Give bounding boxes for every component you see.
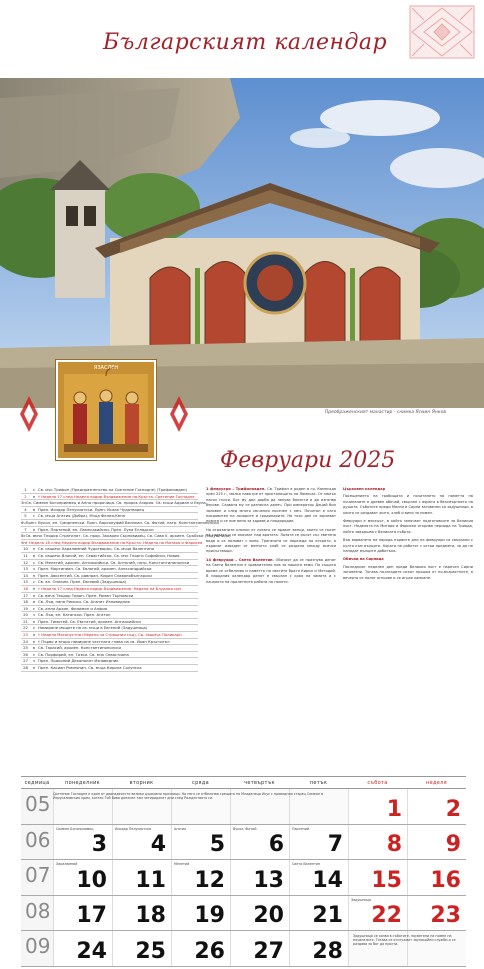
day-number: 17 [76, 903, 107, 928]
section-heading: Църковен календар [343, 487, 386, 491]
saint-text: † Неделя 17 след Неделя подир Въздвижение на Кръста. Сретение Господне [38, 493, 195, 499]
saint-day: 15 [23, 579, 28, 585]
paragraph: Последният неделен ден преди Великия пост е наречен Сирни заговезни. Тогава по-младите искат прошка от по-възрастните, а вечерта се палят огньове и се играе хамкане. [343, 564, 473, 580]
day-note: Исидор Пелусиотски [115, 826, 152, 831]
month-title: Февруари 2025 [220, 448, 396, 473]
saint-weekday: ч [32, 658, 36, 664]
saint-text: Св. свщмчк Харалампий Чудотворец. Св. мчца Валентина [38, 546, 155, 552]
paragraph: На отрязаните клонки от лозата се правят венци, които се носят на главата и се окачват над вратата. Лозята се ръсят със светена вода и се поливат с вино. Трапезата се нарежда на открито, а първият изваден от менчето хляб се разделя между всички присъстващи. [206, 527, 336, 554]
calendar-week [21, 931, 466, 967]
saint-row [21, 658, 198, 665]
saint-text: Преп. Касиан Римлянин. Св. мчца Кирила Солунска [38, 665, 142, 671]
saint-row [21, 632, 198, 639]
saint-day: 1 [24, 487, 27, 492]
saint-row [21, 619, 198, 626]
saint-weekday: п [32, 638, 36, 644]
day-note: Свети Валентин [292, 862, 321, 866]
saint-weekday: с [32, 487, 36, 492]
day-number: 5 [209, 832, 225, 857]
saint-day: 21 [23, 618, 28, 624]
saint-weekday: п [32, 665, 36, 671]
day-cell[interactable] [407, 825, 466, 860]
saint-weekday: с [32, 559, 36, 565]
day-note: Мелетий [174, 862, 190, 866]
saint-weekday: н [32, 493, 36, 499]
saint-weekday: в [32, 506, 36, 512]
day-number: 15 [371, 867, 402, 893]
section-heading: 14 февруари – Свети Валентин. [206, 557, 274, 562]
saint-weekday: с [32, 651, 36, 657]
day-note: Партений [292, 826, 309, 831]
day-number: 2 [445, 796, 461, 822]
saint-text: † Първо и второ намиране честната глава на св. Йоан Кръстител [38, 638, 170, 644]
saint-weekday: с [32, 513, 36, 519]
week-note: Сретение Господне е един от дванадесетте велики църковни празници. На него се отбелязва срещата на Младенеца Исус с праведния старец Симеон в Йерусалимския храм, когато Той бива донесен там четиридесет дни след Рождеството си. [53, 792, 324, 801]
saint-day: 14 [23, 572, 28, 578]
saint-row [21, 527, 198, 534]
day-cell[interactable] [289, 931, 348, 966]
day-cell[interactable] [53, 825, 112, 860]
saint-day: 2 [24, 493, 27, 499]
saint-row [21, 553, 198, 560]
saint-row [21, 533, 231, 540]
day-number: 27 [253, 938, 284, 964]
saint-row [21, 546, 198, 553]
saint-weekday: п [32, 526, 36, 532]
day-cell[interactable] [112, 825, 171, 860]
calendar-title: Българският календар [103, 30, 388, 55]
saint-day: 18 [23, 599, 28, 605]
saint-row [21, 573, 198, 580]
day-number: 4 [150, 832, 166, 857]
week-number: 08 [21, 896, 53, 931]
saint-weekday: с [32, 605, 36, 611]
header-tuesday: вторник [129, 780, 154, 786]
header-sunday: неделя [426, 780, 447, 786]
day-number: 6 [268, 832, 284, 857]
saint-text: Св. мчк Трифон (Предпразненство на Сретение Господне) (Трифоновден) [38, 487, 188, 492]
saint-text: Св. Лъв, папа Римски. Св. Агапит Изповедник [38, 599, 130, 605]
saint-day: 5 [24, 513, 27, 519]
saint-weekday: с [32, 625, 36, 631]
day-cell[interactable] [348, 896, 407, 931]
day-cell[interactable] [112, 896, 171, 931]
saint-row [21, 494, 198, 501]
day-cell[interactable] [407, 789, 466, 824]
day-number: 10 [76, 867, 107, 893]
calendar-week [21, 825, 466, 861]
day-number: 12 [194, 867, 225, 893]
saint-row [21, 507, 198, 514]
saint-row [21, 579, 198, 586]
day-number: 7 [327, 832, 343, 857]
saint-weekday: ч [32, 566, 36, 572]
saint-day: 8 [21, 533, 24, 539]
week-number: 06 [21, 825, 53, 860]
day-note: Харалампий [56, 862, 78, 866]
saint-weekday: с [32, 579, 36, 585]
saint-day: 4 [24, 506, 27, 512]
day-cell[interactable] [171, 896, 230, 931]
saint-day: 11 [23, 552, 28, 558]
header-saturday: събота [367, 780, 388, 786]
week-number: 05 [21, 789, 53, 824]
saint-row [21, 519, 219, 527]
day-note: Симеон Богоприимец [56, 826, 94, 831]
day-number: 16 [430, 867, 461, 893]
monastery-photo [0, 78, 484, 408]
day-number: 11 [135, 867, 166, 893]
day-cell[interactable] [348, 789, 407, 824]
week-number: 09 [21, 931, 53, 966]
header-monday: понеделник [65, 780, 100, 786]
photo-caption: Преображенският манастир - снимка Ясмин Янков [324, 410, 446, 415]
saint-weekday: п [23, 500, 26, 506]
day-cell[interactable] [171, 860, 230, 895]
saint-weekday: н [32, 632, 36, 638]
saint-weekday: п [32, 546, 36, 552]
calendar-week [21, 860, 466, 896]
day-note: Вукол, Фотий [233, 826, 257, 831]
saint-day: 27 [23, 658, 28, 664]
calendar-header [0, 0, 484, 78]
saint-day: 28 [23, 665, 28, 671]
saint-day: 25 [23, 645, 28, 651]
saint-day: 16 [23, 585, 28, 591]
text-column-mid [206, 487, 336, 585]
week-number: 07 [21, 860, 53, 895]
saint-row [21, 599, 198, 606]
saint-text: Св. вмчк Теодор Тирон. Преп. Роман Търновски [38, 592, 134, 598]
day-number: 18 [135, 903, 166, 928]
day-number: 21 [312, 903, 343, 928]
day-cell[interactable] [348, 860, 407, 895]
saint-text: † Неделя 18 след Неделя подир Въздвижение на Кръста. Неделя на Митаря и Фарисея [25, 539, 203, 545]
paragraph: Февруари е месецът, в който започват подготовките за Великия пост. Неделята на Митаря и Фарисея открива периода на Триода, който завършва с Великата събота. [343, 519, 473, 534]
saint-day: 13 [23, 566, 28, 572]
saint-day: 12 [23, 559, 28, 565]
saint-weekday: в [32, 599, 36, 605]
saint-day: 7 [24, 526, 27, 532]
saint-weekday: п [32, 618, 36, 624]
saint-text: Св. Порфирий, еп. Газки. Св. мчк Севастиана [38, 651, 129, 657]
day-cell[interactable] [407, 896, 466, 931]
saint-day: 20 [23, 612, 28, 618]
day-number: 26 [194, 938, 225, 964]
paragraph: Обичаят да се празнува денят на Свети Валентин е сравнително нов за нашите земи. По същото време се отбелязва и паметта на светите братя Кирил и Методий. В народния календар денят е свързан с края на зимата и с началото на пролетните работи по полето. [206, 557, 336, 584]
saint-text: † Неделя Месопустна (Неделя за Страшния съд). Св. свщмчк Поликарп [38, 632, 182, 638]
day-number: 28 [312, 938, 343, 964]
calendar-week [21, 789, 466, 825]
saint-text: Намиране мощите на св. мчци в Евгений (Задушница) [38, 625, 148, 631]
saint-row [21, 593, 198, 600]
saint-day: 3 [21, 500, 24, 506]
day-cell[interactable] [230, 860, 289, 895]
saint-text: Св. свщмчк Власий, еп. Севастийски. Св. мчк Георги Софийски, Новия [38, 552, 180, 558]
saint-text: Преп. Исидор Пелусиотски. Преп. Исаак Чудотворец [38, 506, 145, 512]
day-cell[interactable] [112, 931, 171, 966]
header-thursday: четвъртък [244, 780, 275, 786]
saint-row [21, 513, 198, 520]
day-cell[interactable] [230, 931, 289, 966]
saint-weekday: н [23, 539, 26, 545]
saint-row [21, 487, 198, 494]
day-cell[interactable] [112, 860, 171, 895]
saint-day: 24 [23, 638, 28, 644]
day-cell[interactable] [289, 896, 348, 931]
saint-text: Преп. Тимотей. Св. Евстатий, архиеп. Антиохийски [38, 618, 141, 624]
paragraph: Св. Трифон е роден в гр. Кампсада през 225 г., малко навътре от пристанището на Лампсак. От малък пасял гъски. Бог му дал дарба да лекува болести и да изгонва бесове. Славата му се разнесла далеч. При император Деций бил заловен и след много мъчения посечен с меч. Почитан е като покровител на лозарите и градинарите. На този ден се зарязват лозите и се пие вино за здраве и плодородие. [206, 487, 337, 524]
text-column-right [343, 487, 473, 581]
saint-text: Преп. Мартиниан. Св. Евлогий, архиеп. Александрийски [38, 566, 152, 572]
saint-text: Преп. Партений, еп. Лампсакийски. Преп. Лука Елладски [38, 526, 154, 532]
day-cell[interactable] [289, 860, 348, 895]
saint-weekday: в [32, 645, 36, 651]
saint-weekday: п [32, 572, 36, 578]
folk-ornament-left-icon [18, 394, 40, 434]
saint-text: Св. вмчк Теодор Стратилат. Св. прор. Захария Сърповидец. Св. Сава II, архиеп. Сръбски (Задушница) [25, 533, 231, 539]
day-number: 3 [91, 832, 107, 857]
day-cell[interactable] [230, 825, 289, 860]
saint-row [21, 612, 198, 619]
header-wednesday: сряда [192, 780, 209, 786]
day-cell[interactable] [171, 825, 230, 860]
saint-weekday: н [32, 585, 36, 591]
day-cell[interactable] [230, 896, 289, 931]
paragraph: Във вярването на народа първите дни на февруари са свързани с култа към вълците. Хората не работят с остри предмети, за да не нападат вълците добитъка. [343, 538, 473, 554]
week-note: Задушница се казва в съботите, посветени на помен на починалите. Тогава се отслужват заупокойни служби и се раздава за бог да прости. [353, 934, 456, 947]
saint-row [21, 625, 198, 632]
calendar-grid [21, 776, 466, 967]
saint-day: 19 [23, 605, 28, 611]
saint-day: 9 [21, 539, 24, 545]
saint-day: 26 [23, 651, 28, 657]
grid-header [21, 776, 466, 789]
saint-text: Св. Мелетий, архиеп. Антиохийски. Св. Антоний, патр. Константинополски [38, 559, 190, 565]
day-number: 14 [312, 867, 343, 893]
saints-list [21, 487, 231, 672]
saint-row [21, 645, 198, 652]
saint-text: Св. мчца Агатия (Добра). Мчца Фелия-Кена [38, 513, 125, 519]
content-lists [0, 483, 484, 780]
day-number: 13 [253, 867, 284, 893]
saint-day: 17 [23, 592, 28, 598]
calendar-week [21, 896, 466, 932]
folk-ornament-icon [400, 0, 484, 66]
saint-text: Св. ап. Онисим. Преп. Евсевий (Задушница) [38, 579, 127, 585]
saint-text: Св. Тарасий, архиеп. Константинополски [38, 645, 121, 651]
day-cell[interactable] [53, 931, 112, 966]
section-heading: 1 февруари – Трифоновден. [206, 487, 266, 491]
saint-day: 10 [23, 546, 28, 552]
paragraph: Посещението на гробищата и почитането на паметта на починалите е древен обичай, свързан с вярата в безсмъртието на душата. Съботите преди Месни и Сирни заговезни са задушници, в които се раздават жито, хляб и вино за помен. [343, 494, 473, 515]
saint-text: Св. апли Архип, Филимон и Апфия [38, 605, 108, 611]
grid-weeks [21, 789, 466, 967]
day-number: 9 [445, 832, 461, 857]
saint-weekday: ч [23, 519, 26, 525]
folk-ornament-right-icon [168, 394, 190, 434]
day-cell[interactable] [53, 860, 112, 895]
saint-text: Преп. Вукол, ен. Смирненски. Преп. Варсонуфий Великан. Св. Фотий, патр. Константинополски [25, 519, 219, 525]
saint-day: 22 [23, 625, 28, 631]
saint-text: Св. Лъв, еп. Катански. Преп. Агатон [38, 612, 111, 618]
day-cell[interactable] [348, 825, 407, 860]
saint-row [21, 500, 206, 507]
saint-text: † Неделя 17 след Неделя подир Въздвижение. Неделя на Блудния син [38, 585, 182, 591]
day-cell[interactable] [53, 896, 112, 931]
day-number: 22 [371, 903, 402, 928]
saint-row [21, 586, 198, 593]
saint-text: Преп. Прокопий Декаполит Изповедник [38, 658, 119, 664]
saint-row [21, 566, 198, 573]
day-number: 24 [76, 938, 107, 964]
icon-painting-inset: ЯЗАСЛЕН [56, 360, 156, 460]
saint-weekday: п [32, 592, 36, 598]
saint-day: 6 [21, 519, 24, 525]
day-number: 20 [253, 903, 284, 928]
day-number: 1 [386, 796, 402, 822]
day-number: 8 [386, 832, 402, 857]
day-number: 19 [194, 903, 225, 928]
saint-row [21, 560, 198, 567]
saint-weekday: в [32, 552, 36, 558]
day-number: 25 [135, 938, 166, 964]
icon-figures-icon [58, 362, 154, 458]
day-number: 23 [430, 903, 461, 928]
saint-day: 23 [23, 632, 28, 638]
saint-text: Св. Симеон Богоприимец и Анна пророчица. Св. пророк Азария. Св. мчци Адриан и Евула [25, 500, 206, 506]
saint-row [21, 639, 198, 646]
saint-row [21, 665, 198, 672]
saint-text: Преп. Авксентий. Св. равноап. Кирил Славянобългарски [38, 572, 152, 578]
saint-row [21, 652, 198, 659]
day-cell[interactable] [407, 860, 466, 895]
header-week: седмица [24, 780, 50, 786]
day-cell[interactable] [289, 825, 348, 860]
section-heading: Обичаи на Сирница [343, 557, 384, 562]
saint-row [21, 606, 198, 613]
day-note: Задушница [351, 897, 371, 902]
header-friday: петък [309, 780, 328, 786]
saint-weekday: с [23, 533, 26, 539]
saint-row [21, 539, 203, 547]
saint-weekday: ч [32, 612, 36, 618]
day-note: Агатия [174, 826, 187, 831]
day-cell[interactable] [171, 931, 230, 966]
